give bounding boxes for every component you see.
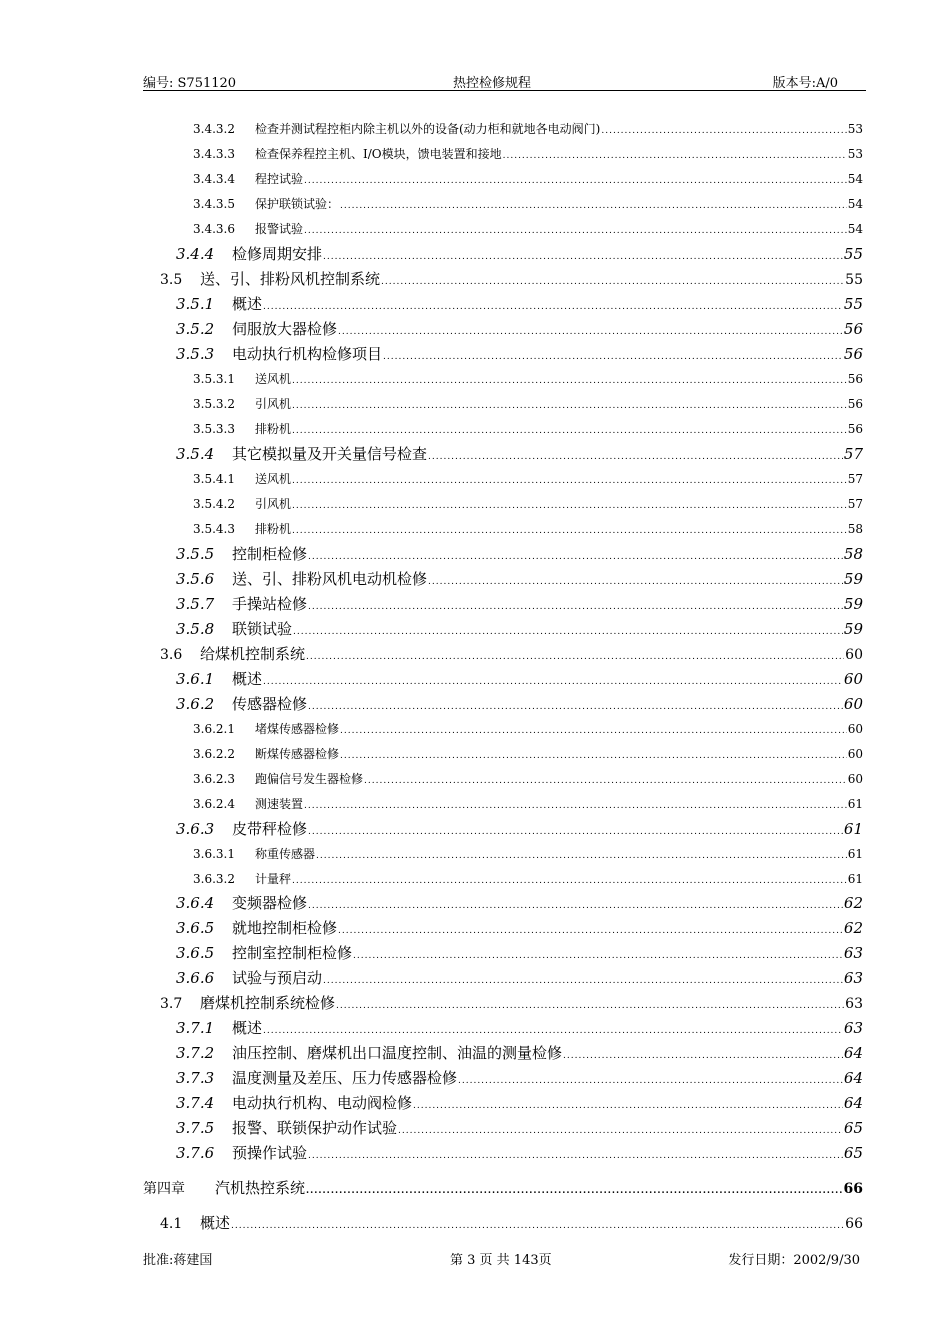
toc-entry-number: 3.7.3	[176, 1069, 215, 1087]
toc-entry-number: 3.5.4.1	[193, 472, 235, 486]
toc-entry[interactable]	[176, 1017, 863, 1038]
toc-entry-number: 3.6.3.2	[193, 872, 235, 886]
toc-entry-title: 跑偏信号发生器检修	[255, 772, 364, 786]
toc-entry[interactable]	[193, 120, 863, 137]
toc-dot-leader	[381, 277, 844, 287]
toc-dot-leader	[292, 426, 847, 436]
toc-entry[interactable]	[176, 668, 863, 689]
toc-dot-leader	[353, 951, 843, 961]
toc-entry[interactable]	[193, 370, 863, 387]
toc-entry[interactable]	[176, 568, 863, 589]
toc-entry-title: 报警试验	[255, 222, 304, 236]
toc-entry-page: 59	[843, 620, 863, 638]
toc-entry-title: 检查并测试程控柜内除主机以外的设备(动力柜和就地各电动阀门)	[255, 122, 601, 136]
toc-entry[interactable]	[193, 520, 863, 537]
toc-entry-number: 3.7.1	[176, 1019, 215, 1037]
toc-entry-number: 3.5.8	[176, 620, 215, 638]
toc-entry-page: 64	[843, 1044, 863, 1062]
toc-entry-page: 63	[843, 969, 863, 987]
toc-entry-page: 61	[847, 847, 863, 861]
issue-date: 发行日期：2002/9/30	[728, 1253, 860, 1268]
toc-entry-number: 3.7	[160, 996, 183, 1012]
toc-entry-number: 3.4.3.3	[193, 147, 235, 161]
toc-entry-title: 送、引、排粉风机电动机检修	[232, 570, 428, 588]
toc-entry-title: 报警、联锁保护动作试验	[232, 1119, 398, 1137]
toc-entry-page: 54	[847, 222, 863, 236]
toc-entry-title: 检查保养程控主机、I/O模块，馈电装置和接地	[255, 147, 502, 161]
toc-entry-page: 60	[843, 670, 863, 688]
toc-entry-page: 61	[843, 820, 863, 838]
toc-entry-number: 3.4.3.5	[193, 197, 235, 211]
toc-entry-page: 58	[847, 522, 863, 536]
toc-dot-leader	[292, 876, 847, 886]
toc-entry[interactable]	[176, 618, 863, 639]
toc-entry-page: 54	[847, 172, 863, 186]
toc-entry-title: 给煤机控制系统	[200, 645, 306, 663]
toc-entry-title: 预操作试验	[232, 1144, 308, 1162]
toc-entry[interactable]	[176, 1092, 863, 1113]
toc-dot-leader	[340, 726, 847, 736]
toc-entry-page: 64	[843, 1094, 863, 1112]
toc-dot-leader	[503, 151, 847, 161]
toc-dot-leader	[292, 476, 847, 486]
toc-entry-number: 3.6.5	[176, 919, 215, 937]
toc-entry-number: 3.6.2.2	[193, 747, 235, 761]
toc-entry-number: 3.6.5	[176, 944, 215, 962]
toc-entry-title: 电动执行机构、电动阀检修	[232, 1094, 413, 1112]
toc-entry-title: 称重传感器	[255, 847, 316, 861]
toc-entry-title: 排粉机	[255, 422, 292, 436]
toc-entry-page: 61	[847, 872, 863, 886]
toc-dot-leader	[323, 976, 843, 986]
toc-dot-leader	[338, 926, 843, 936]
toc-dot-leader	[428, 577, 843, 587]
toc-entry[interactable]	[193, 845, 863, 862]
toc-entry-title: 堵煤传感器检修	[255, 722, 340, 736]
toc-entry-number: 3.5.1	[176, 295, 215, 313]
toc-entry-title: 计量秤	[255, 872, 292, 886]
toc-entry-title: 引风机	[255, 497, 292, 511]
toc-entry-number: 第四章	[143, 1181, 185, 1197]
toc-dot-leader	[601, 126, 846, 136]
toc-dot-leader	[263, 677, 843, 687]
toc-entry[interactable]	[176, 343, 863, 364]
toc-dot-leader	[263, 1026, 843, 1036]
toc-entry-page: 57	[843, 445, 863, 463]
toc-entry-number: 3.6	[160, 647, 183, 663]
toc-entry-page: 59	[843, 570, 863, 588]
toc-dot-leader	[292, 501, 847, 511]
toc-entry-page: 57	[847, 472, 863, 486]
toc-entry[interactable]	[176, 593, 863, 614]
toc-entry-title: 磨煤机控制系统检修	[200, 994, 336, 1012]
toc-entry-title: 油压控制、磨煤机出口温度控制、油温的测量检修	[232, 1044, 563, 1062]
toc-dot-leader	[323, 252, 843, 262]
toc-dot-leader	[383, 352, 843, 362]
toc-entry[interactable]	[176, 917, 863, 938]
toc-entry[interactable]	[176, 693, 863, 714]
toc-entry-number: 3.7.4	[176, 1094, 215, 1112]
toc-entry-title: 概述	[232, 1019, 263, 1037]
toc-dot-leader	[398, 1126, 843, 1136]
toc-entry-title: 传感器检修	[232, 695, 308, 713]
toc-dot-leader	[308, 827, 843, 837]
toc-entry-page: 63	[843, 944, 863, 962]
toc-entry-page: 60	[847, 747, 863, 761]
toc-entry-title: 送、引、排粉风机控制系统	[200, 270, 381, 288]
toc-entry-title: 伺服放大器检修	[232, 320, 338, 338]
toc-dot-leader	[413, 1101, 843, 1111]
toc-entry-number: 3.6.2.3	[193, 772, 235, 786]
toc-entry[interactable]	[176, 1117, 863, 1138]
toc-entry-title: 联锁试验	[232, 620, 293, 638]
toc-entry-number: 4.1	[160, 1216, 183, 1232]
toc-entry-page: 61	[847, 797, 863, 811]
toc-entry-page: 53	[847, 147, 863, 161]
toc-entry-page: 56	[843, 320, 863, 338]
toc-entry-page: 62	[843, 894, 863, 912]
toc-entry[interactable]	[193, 395, 863, 412]
toc-dot-leader	[336, 1001, 844, 1011]
toc-entry-page: 57	[847, 497, 863, 511]
toc-dot-leader	[563, 1051, 843, 1061]
toc-entry-page: 56	[847, 422, 863, 436]
toc-dot-leader	[293, 627, 843, 637]
toc-dot-leader	[308, 552, 843, 562]
toc-entry[interactable]	[176, 243, 863, 264]
version-number: 版本号:A/0	[772, 76, 838, 91]
toc-entry[interactable]	[160, 992, 863, 1013]
toc-entry[interactable]	[176, 318, 863, 339]
toc-entry-page: 60	[843, 695, 863, 713]
toc-entry-number: 3.7.2	[176, 1044, 215, 1062]
toc-entry-title: 引风机	[255, 397, 292, 411]
toc-entry[interactable]	[176, 1067, 863, 1088]
toc-entry-page: 60	[845, 647, 863, 663]
toc-entry-title: 变频器检修	[232, 894, 308, 912]
toc-entry[interactable]	[176, 818, 863, 839]
toc-entry-title: 控制柜检修	[232, 545, 308, 563]
toc-entry-page: 53	[847, 122, 863, 136]
toc-dot-leader	[428, 452, 843, 462]
toc-entry-page: 62	[843, 919, 863, 937]
toc-entry-title: 保护联锁试验：	[255, 197, 340, 211]
toc-entry[interactable]	[193, 770, 863, 787]
toc-dot-leader	[263, 302, 843, 312]
toc-entry-number: 3.5.4	[176, 445, 215, 463]
toc-entry-title: 温度测量及差压、压力传感器检修	[232, 1069, 458, 1087]
toc-entry-page: 64	[843, 1069, 863, 1087]
toc-entry-page: 66	[845, 1216, 863, 1232]
toc-entry-page: 63	[843, 1019, 863, 1037]
toc-entry[interactable]	[193, 145, 863, 162]
toc-entry-number: 3.7.6	[176, 1144, 215, 1162]
toc-entry-number: 3.6.3	[176, 820, 215, 838]
toc-entry-page: 56	[843, 345, 863, 363]
toc-entry[interactable]	[193, 745, 863, 762]
toc-entry-page: 60	[847, 722, 863, 736]
toc-entry-page: 54	[847, 197, 863, 211]
toc-entry-page: 66	[843, 1181, 863, 1197]
toc-entry[interactable]	[193, 795, 863, 812]
toc-entry[interactable]	[160, 268, 863, 289]
toc-entry-number: 3.6.2.4	[193, 797, 235, 811]
toc-entry-title: 概述	[200, 1214, 231, 1232]
toc-entry[interactable]	[176, 293, 863, 314]
toc-entry[interactable]	[176, 1042, 863, 1063]
toc-entry-number: 3.4.3.6	[193, 222, 235, 236]
toc-entry-number: 3.4.3.2	[193, 122, 235, 136]
toc-entry[interactable]	[193, 220, 863, 237]
toc-entry-page: 65	[843, 1119, 863, 1137]
toc-entry[interactable]	[143, 1177, 863, 1198]
document-number: 编号: S751120	[143, 76, 237, 91]
toc-entry-page: 63	[845, 996, 863, 1012]
toc-entry-title: 汽机热控系统	[215, 1179, 306, 1197]
toc-entry[interactable]	[176, 967, 863, 988]
toc-dot-leader	[340, 751, 847, 761]
toc-dot-leader	[458, 1076, 843, 1086]
toc-entry-number: 3.5.5	[176, 545, 215, 563]
toc-entry-number: 3.6.4	[176, 894, 215, 912]
toc-entry-number: 3.4.3.4	[193, 172, 235, 186]
toc-entry-page: 59	[843, 595, 863, 613]
toc-dot-leader	[292, 376, 847, 386]
toc-dot-leader	[308, 702, 843, 712]
toc-entry[interactable]	[193, 495, 863, 512]
toc-dot-leader	[308, 1151, 843, 1161]
toc-entry-title: 试验与预启动	[232, 969, 323, 987]
toc-dot-leader	[306, 652, 844, 662]
toc-dot-leader	[338, 327, 843, 337]
toc-entry-title: 送风机	[255, 472, 292, 486]
toc-entry-page: 60	[847, 772, 863, 786]
toc-dot-leader	[231, 1221, 844, 1231]
page-footer	[143, 1249, 866, 1267]
toc-entry-page: 56	[847, 397, 863, 411]
toc-dot-leader	[304, 226, 847, 236]
toc-entry-title: 其它模拟量及开关量信号检查	[232, 445, 428, 463]
toc-dot-leader	[364, 776, 847, 786]
toc-entry-number: 3.5.6	[176, 570, 215, 588]
toc-entry-page: 55	[845, 272, 863, 288]
toc-entry-title: 概述	[232, 670, 263, 688]
toc-entry-title: 测速装置	[255, 797, 304, 811]
toc-dot-leader	[292, 526, 847, 536]
toc-entry-number: 3.7.5	[176, 1119, 215, 1137]
toc-entry-number: 3.5.4.3	[193, 522, 235, 536]
toc-entry-number: 3.6.6	[176, 969, 215, 987]
toc-entry-number: 3.6.2	[176, 695, 215, 713]
toc-dot-leader	[292, 401, 847, 411]
document-title: 热控检修规程	[453, 76, 532, 91]
toc-dot-leader	[304, 801, 847, 811]
toc-entry[interactable]	[193, 870, 863, 887]
toc-dot-leader	[306, 1186, 843, 1196]
toc-entry-title: 电动执行机构检修项目	[232, 345, 383, 363]
toc-entry-title: 就地控制柜检修	[232, 919, 338, 937]
toc-entry-page: 65	[843, 1144, 863, 1162]
toc-entry[interactable]	[193, 195, 863, 212]
toc-entry-title: 检修周期安排	[232, 245, 323, 263]
toc-entry-page: 55	[843, 245, 863, 263]
toc-entry-number: 3.5.3.3	[193, 422, 235, 436]
toc-entry-title: 程控试验	[255, 172, 304, 186]
toc-entry-page: 56	[847, 372, 863, 386]
toc-entry-number: 3.6.3.1	[193, 847, 235, 861]
toc-dot-leader	[308, 602, 843, 612]
toc-entry-title: 排粉机	[255, 522, 292, 536]
toc-dot-leader	[340, 201, 847, 211]
toc-entry[interactable]	[193, 170, 863, 187]
toc-entry-title: 送风机	[255, 372, 292, 386]
toc-entry[interactable]	[176, 443, 863, 464]
toc-entry-number: 3.5	[160, 272, 183, 288]
toc-entry-title: 皮带秤检修	[232, 820, 308, 838]
toc-dot-leader	[308, 901, 843, 911]
toc-entry-page: 58	[843, 545, 863, 563]
toc-entry-title: 手操站检修	[232, 595, 308, 613]
toc-entry-number: 3.5.3	[176, 345, 215, 363]
toc-dot-leader	[316, 851, 847, 861]
toc-entry[interactable]	[160, 1212, 863, 1233]
page-number: 第 3 页 共 143页	[450, 1253, 552, 1268]
toc-entry[interactable]	[176, 1142, 863, 1163]
toc-entry-title: 断煤传感器检修	[255, 747, 340, 761]
toc-entry-number: 3.5.2	[176, 320, 215, 338]
toc-dot-leader	[304, 176, 847, 186]
toc-entry[interactable]	[176, 892, 863, 913]
toc-entry-page: 55	[843, 295, 863, 313]
toc-entry-number: 3.5.7	[176, 595, 215, 613]
toc-entry-number: 3.6.2.1	[193, 722, 235, 736]
toc-entry[interactable]	[193, 720, 863, 737]
toc-entry-number: 3.5.3.2	[193, 397, 235, 411]
approver: 批准:蒋建国	[143, 1253, 213, 1268]
toc-entry[interactable]	[176, 942, 863, 963]
toc-entry[interactable]	[176, 543, 863, 564]
toc-entry[interactable]	[193, 420, 863, 437]
page-header	[143, 72, 866, 91]
toc-entry-number: 3.5.3.1	[193, 372, 235, 386]
toc-entry-number: 3.6.1	[176, 670, 215, 688]
toc-entry-title: 控制室控制柜检修	[232, 944, 353, 962]
toc-entry[interactable]	[160, 643, 863, 664]
toc-entry-number: 3.5.4.2	[193, 497, 235, 511]
toc-entry-title: 概述	[232, 295, 263, 313]
toc-entry-number: 3.4.4	[176, 245, 215, 263]
toc-entry[interactable]	[193, 470, 863, 487]
